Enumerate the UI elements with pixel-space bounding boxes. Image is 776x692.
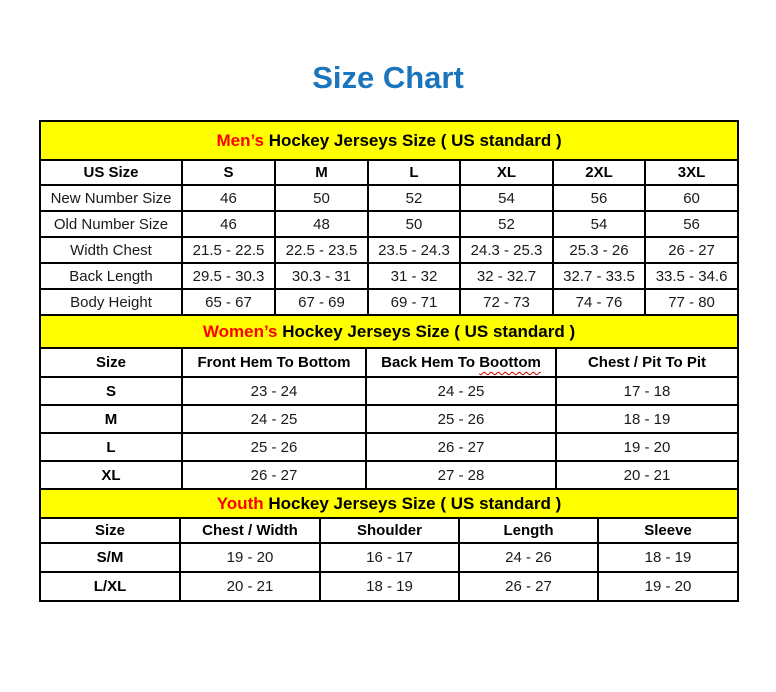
table-cell: 17 - 18 bbox=[556, 377, 738, 405]
table-cell: 67 - 69 bbox=[275, 289, 368, 315]
table-row bbox=[40, 433, 738, 461]
table-cell: 25 - 26 bbox=[366, 405, 556, 433]
table-row bbox=[40, 237, 738, 263]
womens-section-heading bbox=[40, 315, 738, 348]
col-header: Front Hem To Bottom bbox=[182, 348, 366, 377]
row-label: Old Number Size bbox=[40, 211, 182, 237]
table-cell: 32.7 - 33.5 bbox=[553, 263, 645, 289]
size-chart-tables bbox=[39, 120, 737, 602]
mens-header-row bbox=[40, 160, 738, 185]
col-header: Chest / Pit To Pit bbox=[556, 348, 738, 377]
table-cell: 32 - 32.7 bbox=[460, 263, 553, 289]
table-cell: 24 - 25 bbox=[366, 377, 556, 405]
table-cell: 24 - 26 bbox=[459, 543, 598, 572]
table-cell: 30.3 - 31 bbox=[275, 263, 368, 289]
table-cell: 50 bbox=[275, 185, 368, 211]
table-cell: 20 - 21 bbox=[556, 461, 738, 489]
womens-section-heading-text: Hockey Jerseys Size ( US standard ) bbox=[277, 321, 576, 341]
col-header: Size bbox=[40, 348, 182, 377]
table-row bbox=[40, 377, 738, 405]
mens-section-heading bbox=[40, 121, 738, 160]
col-header: US Size bbox=[40, 160, 182, 185]
table-cell: 23.5 - 24.3 bbox=[368, 237, 460, 263]
col-header: M bbox=[275, 160, 368, 185]
table-cell: 27 - 28 bbox=[366, 461, 556, 489]
table-row bbox=[40, 543, 738, 572]
mens-section-heading-text: Hockey Jerseys Size ( US standard ) bbox=[264, 130, 562, 150]
table-cell: 74 - 76 bbox=[553, 289, 645, 315]
table-row bbox=[40, 211, 738, 237]
table-cell: 77 - 80 bbox=[645, 289, 738, 315]
table-cell: 33.5 - 34.6 bbox=[645, 263, 738, 289]
table-cell: 18 - 19 bbox=[320, 572, 459, 601]
table-cell: 65 - 67 bbox=[182, 289, 275, 315]
womens-section-band bbox=[40, 315, 738, 348]
table-cell: 69 - 71 bbox=[368, 289, 460, 315]
row-label: S/M bbox=[40, 543, 180, 572]
youth-section-heading-text: Hockey Jerseys Size ( US standard ) bbox=[263, 493, 562, 513]
mens-section-highlight: Men’s bbox=[216, 130, 264, 150]
mens-section-band bbox=[40, 121, 738, 160]
table-cell: 22.5 - 23.5 bbox=[275, 237, 368, 263]
table-cell: 60 bbox=[645, 185, 738, 211]
table-cell: 52 bbox=[460, 211, 553, 237]
table-cell: 19 - 20 bbox=[598, 572, 738, 601]
table-cell: 29.5 - 30.3 bbox=[182, 263, 275, 289]
table-cell: 23 - 24 bbox=[182, 377, 366, 405]
col-header: 3XL bbox=[645, 160, 738, 185]
col-header: Chest / Width bbox=[180, 518, 320, 543]
table-row bbox=[40, 185, 738, 211]
col-header: 2XL bbox=[553, 160, 645, 185]
womens-section-highlight: Women’s bbox=[202, 321, 278, 341]
page-title: Size Chart bbox=[312, 60, 464, 95]
table-cell: 31 - 32 bbox=[368, 263, 460, 289]
row-label: Width Chest bbox=[40, 237, 182, 263]
table-cell: 72 - 73 bbox=[460, 289, 553, 315]
table-cell: 56 bbox=[553, 185, 645, 211]
table-cell: 21.5 - 22.5 bbox=[182, 237, 275, 263]
womens-header-row bbox=[40, 348, 738, 377]
table-cell: 46 bbox=[182, 185, 275, 211]
table-cell: 18 - 19 bbox=[598, 543, 738, 572]
table-cell: 26 - 27 bbox=[459, 572, 598, 601]
table-cell: 26 - 27 bbox=[182, 461, 366, 489]
misspelled-word: Boottom bbox=[479, 354, 541, 371]
table-cell: 46 bbox=[182, 211, 275, 237]
col-header: XL bbox=[460, 160, 553, 185]
table-row bbox=[40, 572, 738, 601]
table-row bbox=[40, 405, 738, 433]
col-header: Shoulder bbox=[320, 518, 459, 543]
table-cell: 18 - 19 bbox=[556, 405, 738, 433]
table-cell: 19 - 20 bbox=[180, 543, 320, 572]
table-cell: 24.3 - 25.3 bbox=[460, 237, 553, 263]
youth-section-band bbox=[40, 489, 738, 518]
row-label: M bbox=[40, 405, 182, 433]
womens-size-table bbox=[39, 314, 739, 490]
table-cell: 16 - 17 bbox=[320, 543, 459, 572]
table-row bbox=[40, 289, 738, 315]
row-label: L bbox=[40, 433, 182, 461]
col-header: L bbox=[368, 160, 460, 185]
table-cell: 52 bbox=[368, 185, 460, 211]
youth-size-table bbox=[39, 488, 739, 602]
row-label: Back Length bbox=[40, 263, 182, 289]
table-cell: 56 bbox=[645, 211, 738, 237]
table-cell: 25.3 - 26 bbox=[553, 237, 645, 263]
table-cell: 24 - 25 bbox=[182, 405, 366, 433]
col-header: Sleeve bbox=[598, 518, 738, 543]
table-cell: 54 bbox=[553, 211, 645, 237]
row-label: L/XL bbox=[40, 572, 180, 601]
table-cell: 20 - 21 bbox=[180, 572, 320, 601]
col-header-back-hem bbox=[366, 348, 556, 377]
row-label: Body Height bbox=[40, 289, 182, 315]
youth-header-row bbox=[40, 518, 738, 543]
table-cell: 19 - 20 bbox=[556, 433, 738, 461]
youth-section-heading bbox=[40, 489, 738, 518]
row-label: XL bbox=[40, 461, 182, 489]
table-cell: 26 - 27 bbox=[366, 433, 556, 461]
table-cell: 54 bbox=[460, 185, 553, 211]
table-cell: 26 - 27 bbox=[645, 237, 738, 263]
col-header: Size bbox=[40, 518, 180, 543]
table-cell: 48 bbox=[275, 211, 368, 237]
table-row bbox=[40, 461, 738, 489]
row-label: S bbox=[40, 377, 182, 405]
table-cell: 25 - 26 bbox=[182, 433, 366, 461]
row-label: New Number Size bbox=[40, 185, 182, 211]
col-header-text: Back Hem To bbox=[381, 354, 480, 371]
youth-section-highlight: Youth bbox=[216, 493, 264, 513]
col-header: S bbox=[182, 160, 275, 185]
col-header: Length bbox=[459, 518, 598, 543]
table-cell: 50 bbox=[368, 211, 460, 237]
table-row bbox=[40, 263, 738, 289]
mens-size-table bbox=[39, 120, 739, 316]
